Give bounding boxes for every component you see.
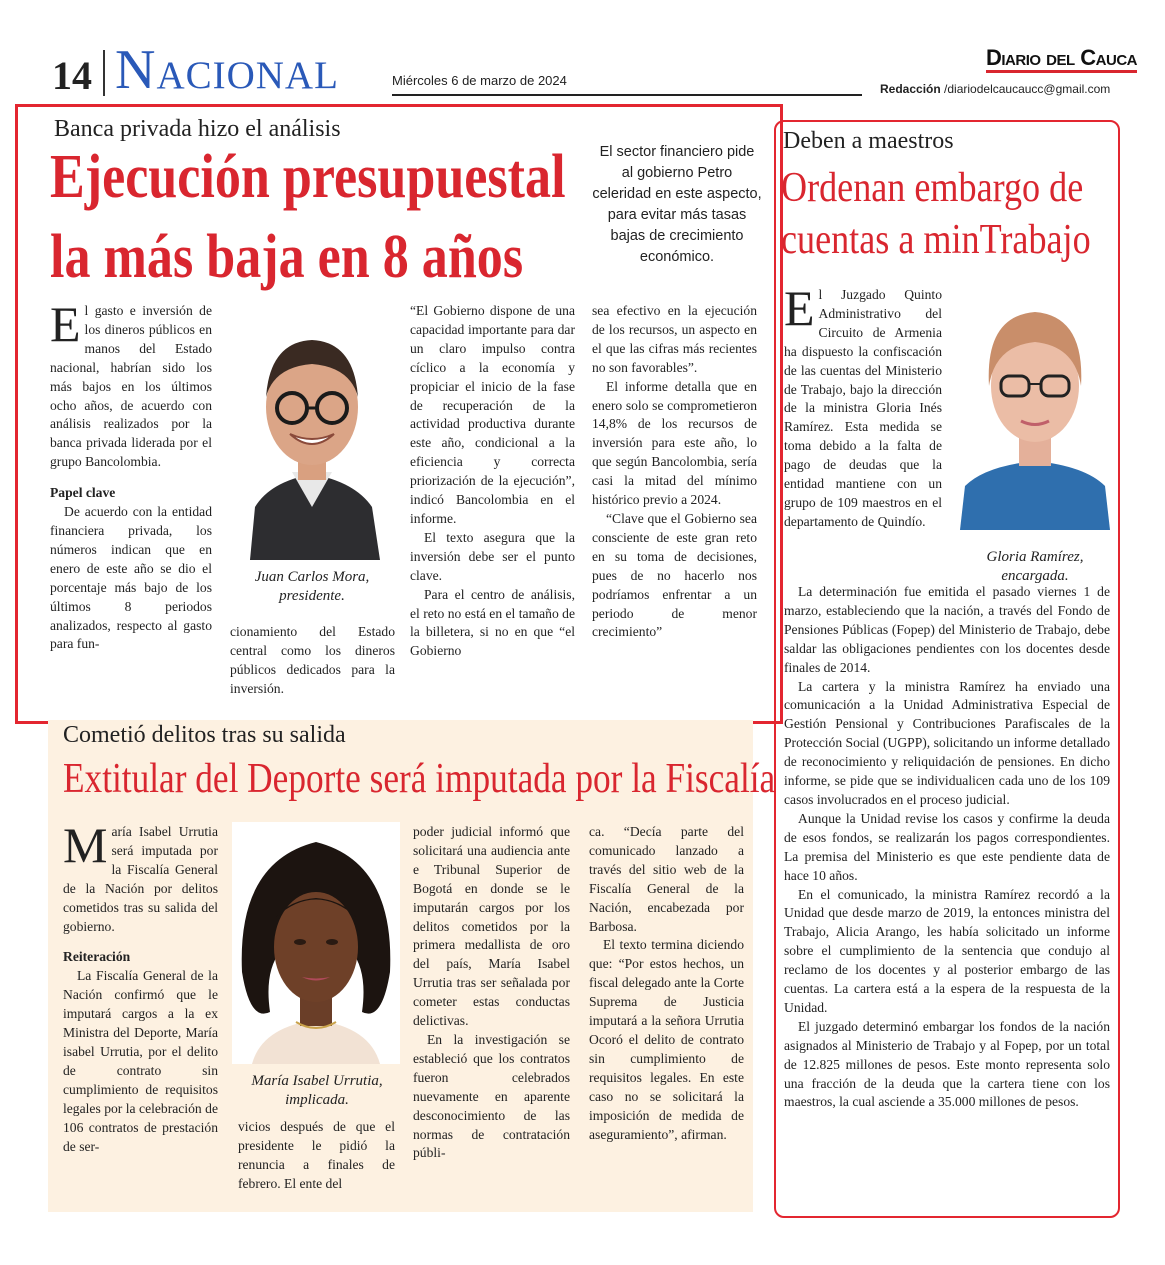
caption-line: implicada. bbox=[285, 1092, 349, 1108]
header-divider bbox=[103, 50, 105, 96]
article2-column-4 bbox=[589, 823, 744, 1144]
drop-cap: E bbox=[784, 280, 815, 336]
article2-kicker: Cometió delitos tras su salida bbox=[63, 722, 346, 748]
article1-paragraph: Para el centro de análisis, el reto no está en el tamaño de la billetera, si no en que “el Gobierno bbox=[410, 586, 575, 659]
article1-pullquote: El sector financiero pide al gobierno Petro celeridad en este aspecto, para evitar más tasas bajas de crecimiento económico. bbox=[592, 144, 762, 265]
article2-paragraph: aría Isabel Urrutia será imputada por la Fiscalía General de la Nación por delitos cometidos tras su salida del gobierno. bbox=[63, 824, 218, 934]
article2-paragraph: ca. “Decía parte del comunicado lanzado a través del sitio web de la Fiscalía General de la Nación, encabezada por Barbosa. bbox=[589, 824, 744, 934]
article2-headline: Extitular del Deporte será imputada por la Fiscalía bbox=[63, 756, 776, 802]
redaccion-email: /diariodelcaucaucc@gmail.com bbox=[944, 82, 1111, 96]
article3-paragraph: La cartera y la ministra Ramírez ha enviado una comunicación a la Unidad Administrativa Especial de Gestión Pensional y Contribuciones Parafiscales de la Protección Social (UGPP), solicitando un informe detallado de reconocimiento y reliquidación de pensiones. En dicho informe, se pide que se individualicen cada uno de los 109 casos involucrados en el proceso judicial. bbox=[784, 678, 1110, 807]
article2-paragraph: En la investigación se estableció que los contratos fueron celebrados nuevamente en aparente desconocimiento de las normas de contratación públi- bbox=[413, 1031, 570, 1161]
person-photo-icon bbox=[955, 286, 1115, 530]
brand-logo: Diario del Cauca bbox=[986, 46, 1137, 73]
article2-paragraph: La Fiscalía General de la Nación confirmó que le imputará cargos a la ex Ministra del Deporte, María isabel Urrutia, por el delito de contrato sin cumplimiento de requisitos legales por la celebración de 106 contratos de prestación de ser- bbox=[63, 968, 218, 1154]
article1-paragraph: l gasto e inversión de los dineros públicos en manos del Estado nacional, habrían sido los más bajos en los últimos ocho años, de acuerdo con análisis realizados por la banca privada liderada por el grupo Bancolombia. bbox=[50, 303, 212, 470]
article3-paragraph: Aunque la Unidad revise los casos y confirme la deuda de esos fondos, se realizarán los pagos correspondientes. La premisa del Ministerio es que este pendiente data de hace 10 años. bbox=[784, 810, 1110, 883]
drop-cap: E bbox=[50, 296, 81, 352]
article2-column-1 bbox=[63, 817, 218, 1156]
caption-line: Gloria Ramírez, bbox=[986, 549, 1084, 565]
article2-column-2 bbox=[238, 1118, 395, 1194]
article1-column-1 bbox=[50, 296, 212, 654]
article3-paragraph: La determinación fue emitida el pasado viernes 1 de marzo, estableciendo que la nación, a través del Fondo de Pensiones Públicas (Fopep) del Ministerio de Trabajo, debe saldar las obligaciones pendientes con los docentes desde finales de 2014. bbox=[784, 584, 1110, 675]
photo-juan-carlos-mora bbox=[230, 302, 395, 560]
caption-line: María Isabel Urrutia, bbox=[251, 1073, 383, 1089]
article3-paragraph: En el comunicado, la ministra Ramírez recordó a la Unidad que desde marzo de 2019, la entonces ministra del Trabajo, Alicia Arango, les había solicitado un informe sobre el cumplimiento de la sentencia que condujo al reclamo de los docentes y al posterior embargo de las cuentas. La cartera está a la espera de la respuesta de la Unidad. bbox=[784, 886, 1110, 1015]
caption-line: Juan Carlos Mora, bbox=[254, 569, 370, 585]
article2-paragraph: vicios después de que el presidente le pidió la renuncia a finales de febrero. El ente del bbox=[238, 1119, 395, 1191]
article1-paragraph: “El Gobierno dispone de una capacidad importante para dar un claro impulso contra cíclico a la economía y propiciar el inicio de la fase de recuperación de la actividad productiva durante este año, condicional a la eficiencia y correcta priorización de la ejecución”, indicó Bancolombia en el informe. bbox=[410, 303, 575, 526]
article1-paragraph: cionamiento del Estado central como los dineros públicos dedicados para la inversión. bbox=[230, 624, 395, 696]
article3-paragraph: El juzgado determinó embargar los fondos de la nación asignados al Ministerio de Trabajo y al Fopep, por un total de 12.825 millones de pesos. Este monto representa solo una fracción de la deuda que la cartera tiene con los maestros, la cual asciende a 35.000 millones de pesos. bbox=[784, 1018, 1110, 1110]
photo-caption-urrutia bbox=[232, 1072, 402, 1110]
article1-paragraph: El informe detalla que en enero solo se comprometieron 14,8% de los recursos de inversión para este año, lo que según Bancolombia, sería casi la mitad del mínimo histórico previo a 2024. bbox=[592, 378, 757, 508]
article1-paragraph: De acuerdo con la entidad financiera privada, los números indican que en enero de este año se dio el porcentaje más bajo de los últimos 8 periodos analizados, respecto al gasto para fun- bbox=[50, 504, 212, 652]
person-photo-icon bbox=[230, 302, 395, 560]
redaccion-line bbox=[880, 82, 1110, 96]
article1-subhead: Papel clave bbox=[50, 485, 116, 501]
caption-line: encargada. bbox=[1001, 568, 1069, 584]
photo-maria-isabel-urrutia bbox=[232, 822, 400, 1064]
article1-column-2 bbox=[230, 623, 395, 699]
photo-caption-mora bbox=[228, 568, 396, 606]
section-title: Nacional bbox=[115, 39, 339, 101]
article3-headline-line2: cuentas a minTrabajo bbox=[781, 217, 1091, 263]
header-rule bbox=[392, 94, 862, 96]
article3-paragraph: l Juzgado Quinto Administrativo del Circuito de Armenia ha dispuesto la confiscación de las cuentas del Ministerio de Trabajo, bajo la dirección de la ministra Gloria Inés Ramírez. Esta medida se toma debido a la falta de pago de deudas que la entidad mantiene con un grupo de 109 maestros en el departamento de Quindío. bbox=[784, 287, 942, 529]
article1-paragraph: sea efectivo en la ejecución de los recursos, un aspecto en el que las cifras más recientes no son favorables”. bbox=[592, 303, 757, 375]
article1-paragraph: El texto asegura que la inversión debe ser el punto clave. bbox=[410, 529, 575, 583]
article1-headline-line1: Ejecución presupuestal bbox=[50, 143, 566, 211]
article3-column-main bbox=[784, 583, 1110, 1112]
article3-headline-line1: Ordenan embargo de bbox=[781, 165, 1084, 211]
photo-caption-ramirez bbox=[955, 548, 1115, 586]
article3-column-intro bbox=[784, 280, 942, 532]
article2-column-3 bbox=[413, 823, 570, 1163]
article1-kicker: Banca privada hizo el análisis bbox=[54, 116, 341, 142]
article1-paragraph: “Clave que el Gobierno sea consciente de este gran reto en su toma de decisiones, pues de no hacerlo nos podríamos enfrentar a un periodo de menor crecimiento” bbox=[592, 510, 757, 640]
article2-subhead: Reiteración bbox=[63, 949, 131, 965]
page-number: 14 bbox=[52, 53, 92, 98]
article2-paragraph: poder judicial informó que solicitará una audiencia ante e Tribunal Superior de Bogotá en donde se le imputarán cargos por los delitos cometidos por la primera medallista de oro del país, María Isabel Urrutia tras ser señalada por cometer estas conductas delictivas. bbox=[413, 824, 570, 1029]
caption-line: presidente. bbox=[279, 588, 345, 604]
article1-column-4 bbox=[592, 302, 757, 642]
photo-gloria-ramirez bbox=[955, 286, 1115, 530]
issue-date: Miércoles 6 de marzo de 2024 bbox=[392, 73, 567, 88]
article1-column-3 bbox=[410, 302, 575, 661]
drop-cap: M bbox=[63, 817, 108, 873]
article2-paragraph: El texto termina diciendo que: “Por estos hechos, un fiscal delegado ante la Corte Suprema de Justicia imputará a la señora Urrutia Ocoró el delito de contrato sin cumplimiento de requisitos legales. En este caso no se solicitará la imposición de medida de aseguramiento”, afirman. bbox=[589, 937, 744, 1142]
person-photo-icon bbox=[232, 822, 400, 1064]
redaccion-label: Redacción bbox=[880, 82, 941, 96]
article3-kicker: Deben a maestros bbox=[783, 128, 954, 154]
article1-headline-line2: la más baja en 8 años bbox=[50, 223, 524, 291]
